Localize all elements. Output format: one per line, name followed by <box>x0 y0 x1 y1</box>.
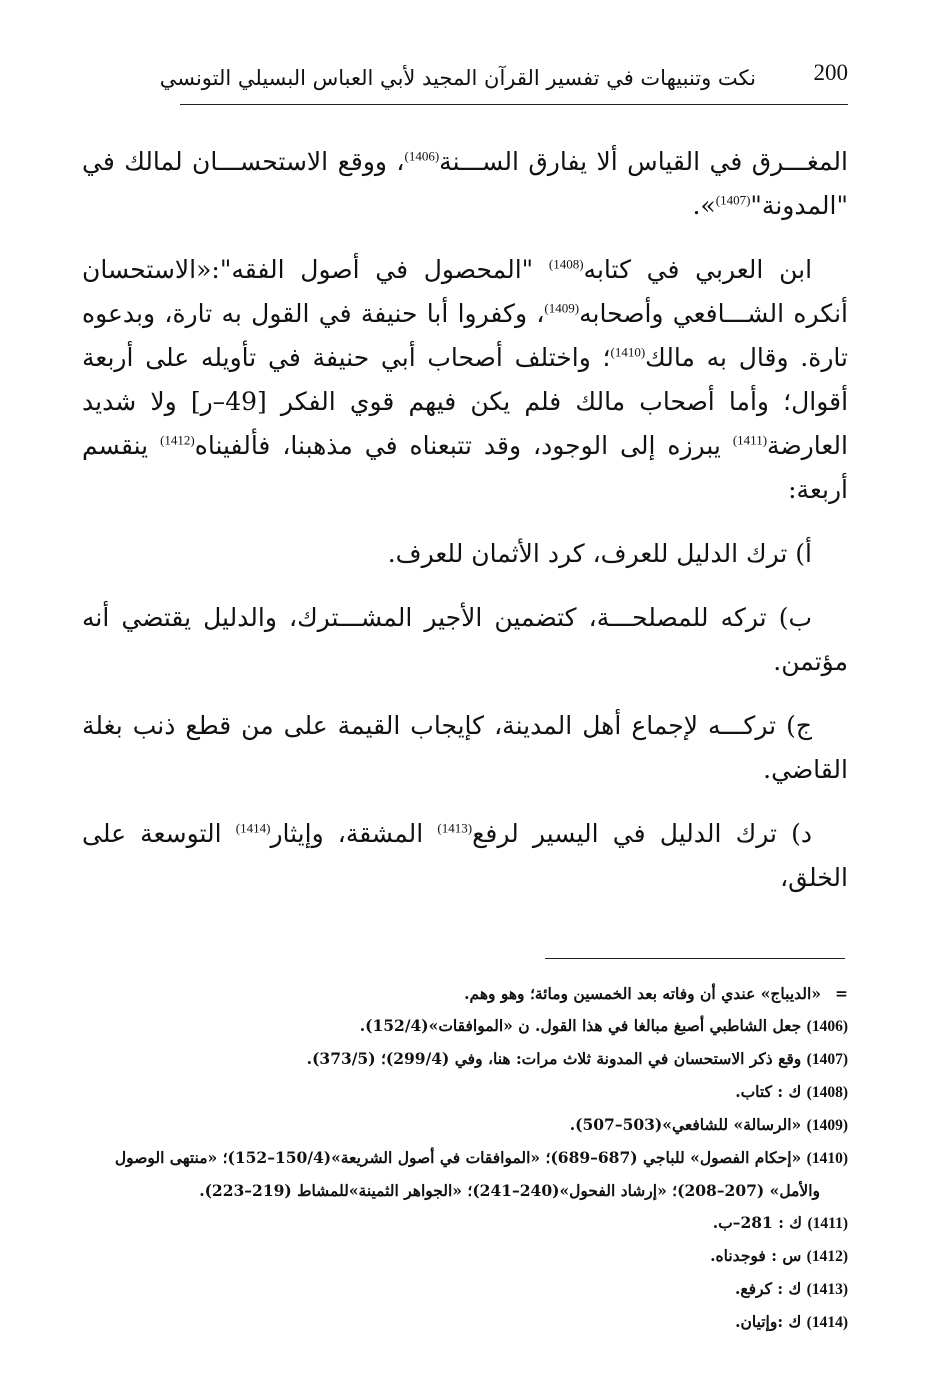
footnote-text: جعل الشاطبي أصبغ مبالغا في هذا القول. ن «الموافقات»(152/4). <box>359 1016 802 1035</box>
footnote-number: (1409) <box>806 1117 848 1134</box>
text-span: ؛ واختلف أصحاب أبي حنيفة في تأويله على أربعة أقوال؛ وأما أصحاب مالك فلم يكن فيهم قوي الفكر [49–ر] ولا شديد العارضة <box>82 343 849 460</box>
footnote-text: وقع ذكر الاستحسان في المدونة ثلاث مرات: هنا، وفي (299/4)؛ (373/5). <box>306 1049 802 1068</box>
footnote-text: والأمل» (207–208)؛ «إرشاد الفحول»(240–241)؛ «الجواهر الثمينة»للمشاط (219–223). <box>199 1181 820 1200</box>
footnote-1414 <box>82 1306 848 1339</box>
footnote-ref-1406[interactable]: (1406) <box>404 148 440 164</box>
text-span: ينقسم أربعة: <box>82 431 848 504</box>
text-span: المشقة، وإيثار <box>270 819 438 848</box>
footnote-1407 <box>82 1043 848 1076</box>
footnote-ref-1411[interactable]: (1411) <box>732 432 768 448</box>
footnote-number: (1414) <box>806 1314 848 1331</box>
footnote-ref-1407[interactable]: (1407) <box>715 192 751 208</box>
footnote-number: (1412) <box>806 1248 848 1265</box>
text-span: ابن العربي في كتابه <box>583 255 813 284</box>
text-span: ، وكفروا أبا حنيفة في القول به تارة، وبدعوه تارة. وقال به مالك <box>82 299 848 372</box>
footnote-text: «الديباج» عندي أن وفاته بعد الخمسين ومائة؛ وهو وهم. <box>464 984 821 1003</box>
footnote-text: ك : 281–ب. <box>712 1213 803 1232</box>
footnote-1408 <box>82 1076 848 1109</box>
footnote-1406 <box>82 1010 848 1043</box>
paragraph-2 <box>82 248 848 512</box>
list-item-jim: ج) تركـــه لإجماع أهل المدينة، كإيجاب القيمة على من قطع ذنب بغلة القاضي. <box>82 711 848 784</box>
footnote-divider <box>545 958 845 959</box>
footnote-1411 <box>82 1207 848 1240</box>
footnote-number: (1408) <box>806 1084 848 1101</box>
main-text <box>82 140 848 920</box>
text-span: التوسعة على الخلق، <box>82 819 848 892</box>
footnote-text: «الرسالة» للشافعي»(503–507). <box>569 1115 802 1134</box>
list-item-alif: أ) ترك الدليل للعرف، كرد الأثمان للعرف. <box>387 539 812 568</box>
footnote-text: «إحكام الفصول» للباجي (687–689)؛ «الموافقات في أصول الشريعة»(150/4–152)؛ «منتهى الوصول <box>114 1148 802 1167</box>
footnote-carryover <box>82 978 848 1010</box>
running-header <box>159 60 848 105</box>
footnote-ref-1408[interactable]: (1408) <box>548 256 584 272</box>
footnote-number: (1411) <box>807 1215 848 1232</box>
list-item-dal <box>82 812 848 900</box>
footnote-number: (1410) <box>806 1150 848 1167</box>
text-span: المغـــرق في القياس ألا يفارق الســـنة <box>439 147 848 176</box>
footnote-ref-1414[interactable]: (1414) <box>235 820 271 836</box>
footnote-1409 <box>82 1109 848 1142</box>
footnote-number: (1413) <box>806 1281 848 1298</box>
footnote-number: (1407) <box>806 1051 848 1068</box>
footnotes <box>82 978 848 1339</box>
footnote-ref-1413[interactable]: (1413) <box>437 820 473 836</box>
footnote-1410 <box>82 1142 848 1175</box>
footnote-1413 <box>82 1273 848 1306</box>
list-item-ba: ب) تركه للمصلحـــة، كتضمين الأجير المشـــترك، والدليل يقتضي أنه مؤتمن. <box>82 603 848 676</box>
page-number: 200 <box>813 60 848 85</box>
text-span: "المحصول في أصول الفقه":«الاستحسان أنكره الشـــافعي وأصحابه <box>82 255 848 328</box>
footnote-text: ك : كتاب. <box>735 1082 802 1101</box>
carryover-marker: = <box>835 984 848 1003</box>
footnote-ref-1410[interactable]: (1410) <box>610 344 646 360</box>
footnote-number: (1406) <box>806 1018 848 1035</box>
footnote-ref-1409[interactable]: (1409) <box>544 300 580 316</box>
footnote-text: ك : كرفع. <box>734 1279 802 1298</box>
text-span: يبرزه إلى الوجود، وقد تتبعناه في مذهبنا، فألفيناه <box>194 431 733 460</box>
paragraph-1 <box>82 140 848 228</box>
footnote-1412 <box>82 1240 848 1273</box>
text-span: ، ووقع الاستحســـان لمالك في "المدونة" <box>82 147 848 220</box>
footnote-text: ك :وإتيان. <box>735 1312 802 1331</box>
header-title: نكت وتنبيهات في تفسير القرآن المجيد لأبي العباس البسيلي التونسي <box>159 66 756 90</box>
text-span: د) ترك الدليل في اليسير لرفع <box>472 819 812 848</box>
text-span: ». <box>692 191 716 220</box>
footnote-ref-1412[interactable]: (1412) <box>160 432 195 448</box>
footnote-text: س : فوجدناه. <box>710 1246 802 1265</box>
footnote-1410-continued <box>82 1175 848 1207</box>
